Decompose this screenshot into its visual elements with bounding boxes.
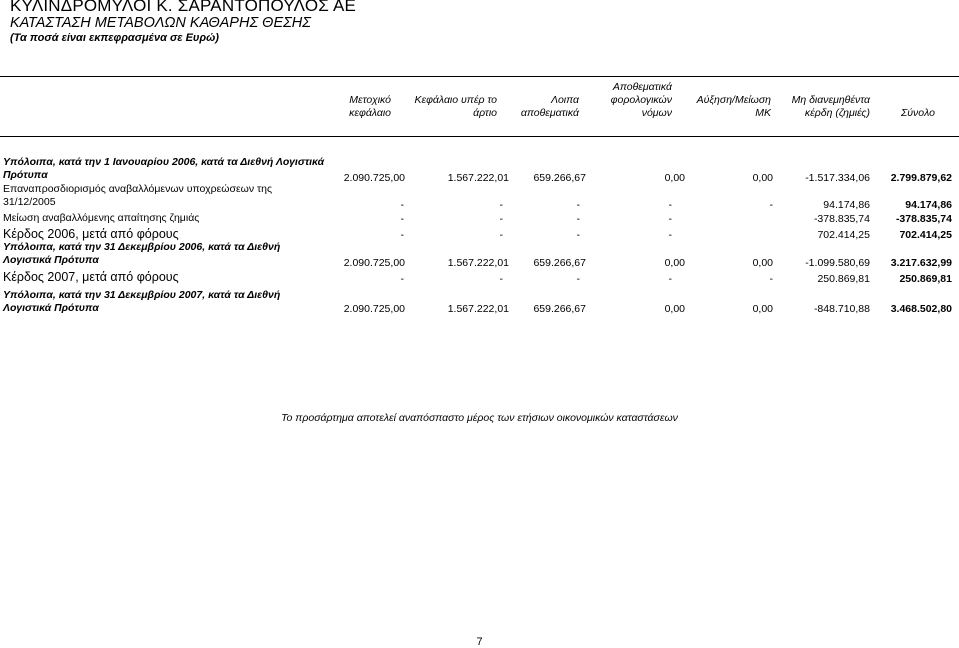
cell-tax-reserves: -	[668, 199, 672, 211]
cell-share-capital-change: 0,00	[752, 172, 773, 184]
cell-retained-earnings: -378.835,74	[813, 213, 870, 225]
row-label-profit-2007: Κέρδος 2007, μετά από φόρους	[3, 270, 179, 284]
page-number: 7	[476, 636, 483, 648]
cell-tax-reserves: 0,00	[664, 303, 685, 315]
cell-total: -378.835,74	[895, 213, 952, 225]
cell-share-premium: -	[499, 199, 503, 211]
cell-total: 94.174,86	[905, 199, 952, 211]
row-label-balance-31-dec-2007: Υπόλοιπα, κατά την 31 Δεκεμβρίου 2007, κατά τα Διεθνή Λογιστικά Πρότυπα	[3, 289, 281, 314]
row-label-deferred-tax-asset-decrease: Μείωση αναβαλλόμενης απαίτησης ζημιάς	[3, 212, 200, 224]
cell-share-capital-change: -	[769, 199, 773, 211]
cell-tax-reserves: -	[668, 273, 672, 285]
statement-title: ΚΑΤΑΣΤΑΣΗ ΜΕΤΑΒΟΛΩΝ ΚΑΘΑΡΗΣ ΘΕΣΗΣ	[10, 15, 311, 31]
cell-other-reserves: -	[576, 273, 580, 285]
cell-share-capital-change: 0,00	[752, 257, 773, 269]
cell-tax-reserves: 0,00	[664, 172, 685, 184]
cell-tax-reserves: -	[668, 229, 672, 241]
cell-retained-earnings: 702.414,25	[817, 229, 870, 241]
cell-retained-earnings: 94.174,86	[823, 199, 870, 211]
cell-share-capital: -	[400, 199, 404, 211]
cell-total: 2.799.879,62	[890, 172, 952, 184]
cell-share-premium: -	[499, 229, 503, 241]
cell-share-capital: 2.090.725,00	[343, 257, 405, 269]
cell-share-premium: 1.567.222,01	[447, 172, 509, 184]
cell-other-reserves: 659.266,67	[533, 303, 586, 315]
cell-total: 3.217.632,99	[890, 257, 952, 269]
row-label-profit-2006: Κέρδος 2006, μετά από φόρους	[3, 227, 179, 241]
cell-retained-earnings: -1.099.580,69	[805, 257, 870, 269]
cell-other-reserves: -	[576, 199, 580, 211]
cell-total: 250.869,81	[899, 273, 952, 285]
company-name: ΚΥΛΙΝΔΡΟΜΥΛΟΙ Κ. ΣΑΡΑΝΤΟΠΟΥΛΟΣ ΑΕ	[10, 0, 357, 15]
cell-other-reserves: -	[576, 229, 580, 241]
header-top-rule	[0, 76, 959, 77]
cell-share-premium: 1.567.222,01	[447, 257, 509, 269]
column-header-retained-earnings: Μη διανεμηθέντα κέρδη (ζημιές)	[791, 94, 870, 119]
cell-other-reserves: -	[576, 213, 580, 225]
row-label-balance-31-dec-2006: Υπόλοιπα, κατά την 31 Δεκεμβρίου 2006, κατά τα Διεθνή Λογιστικά Πρότυπα	[3, 241, 281, 266]
column-header-other-reserves: Λοιπα αποθεματικά	[520, 94, 579, 119]
column-header-share-premium: Κεφάλαιο υπέρ το άρτιο	[414, 94, 497, 119]
cell-share-capital: -	[400, 273, 404, 285]
column-header-share-capital: Μετοχικό κεφάλαιο	[349, 94, 391, 119]
cell-retained-earnings: -848.710,88	[813, 303, 870, 315]
cell-other-reserves: 659.266,67	[533, 257, 586, 269]
cell-tax-reserves: -	[668, 213, 672, 225]
cell-share-capital: -	[400, 213, 404, 225]
cell-tax-reserves: 0,00	[664, 257, 685, 269]
cell-share-capital-change: 0,00	[752, 303, 773, 315]
cell-share-capital: 2.090.725,00	[343, 303, 405, 315]
currency-note: (Τα ποσά είναι εκπεφρασμένα σε Ευρώ)	[10, 32, 219, 44]
cell-retained-earnings: -1.517.334,06	[805, 172, 870, 184]
header-bottom-rule	[0, 136, 959, 137]
cell-total: 702.414,25	[899, 229, 952, 241]
cell-share-premium: -	[499, 213, 503, 225]
footnote: Το προσάρτημα αποτελεί αναπόσπαστο μέρος των ετήσιων οικονομικών καταστάσεων	[281, 412, 678, 424]
cell-share-capital-change: -	[769, 273, 773, 285]
row-label-deferred-liabilities-restatement: Επαναπροσδιορισμός αναβαλλόμενων υποχρεώσεων της 31/12/2005	[3, 183, 273, 208]
cell-share-premium: -	[499, 273, 503, 285]
column-header-tax-reserves: Αποθεματικά φορολογικών νόμων	[610, 81, 672, 119]
cell-share-capital: 2.090.725,00	[343, 172, 405, 184]
cell-share-capital: -	[400, 229, 404, 241]
row-label-balance-1-jan-2006: Υπόλοιπα, κατά την 1 Ιανουαρίου 2006, κατά τα Διεθνή Λογιστικά Πρότυπα	[3, 156, 325, 181]
column-header-share-capital-change: Αύξηση/Μείωση ΜΚ	[696, 94, 771, 119]
column-header-total: Σύνολο	[900, 107, 935, 119]
cell-share-premium: 1.567.222,01	[447, 303, 509, 315]
cell-total: 3.468.502,80	[890, 303, 952, 315]
cell-retained-earnings: 250.869,81	[817, 273, 870, 285]
cell-other-reserves: 659.266,67	[533, 172, 586, 184]
